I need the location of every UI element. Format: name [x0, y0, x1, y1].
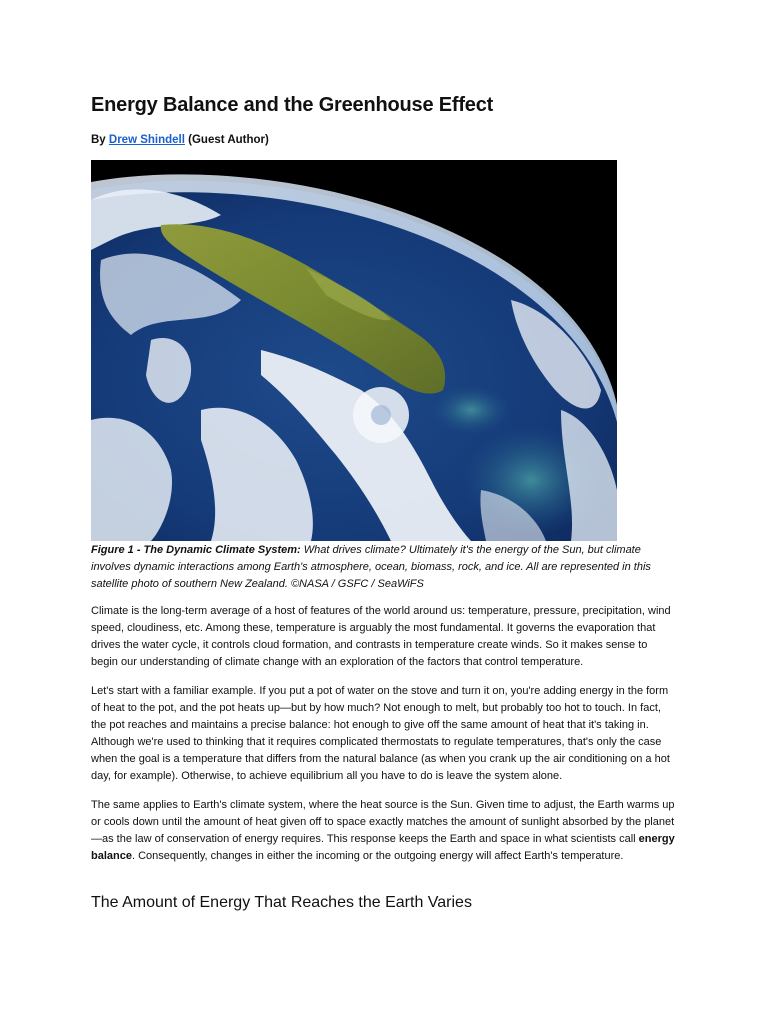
author-link[interactable]: Drew Shindell [108, 134, 185, 146]
paragraph: Let's start with a familiar example. If you put a pot of water on the stove and turn it on, you're adding energy in the form of heat to the pot, and the pot heats up—but by how much? Not enough to melt, but probably too hot to touch. In fact, the pot reaches and maintains a precise balance: hot enough to give off the same amount of heat that it's taking in. Although we're used to thinking that it requires complicated thermostats to regulate temperatures, that's only the case when the goal is a temperature that differs from the natural balance (as when you crank up the air conditioning on a hot day, for example). Otherwise, to achieve equilibrium all you have to do is leave the system alone. [91, 685, 670, 782]
paragraph: Climate is the long-term average of a host of features of the world around us: temperature, pressure, precipitation, wind speed, cloudiness, etc. Among these, temperature is arguably the most fundamental. It governs the evaporation that drives the water cycle, it controls cloud formation, and contrasts in temperature create winds. So it makes sense to begin our understanding of climate change with an exploration of the factors that control temperature. [91, 605, 671, 668]
paragraph-text: . Consequently, changes in either the incoming or the outgoing energy will affect Earth's temperature. [131, 850, 624, 862]
figure-caption [91, 542, 677, 593]
figure-caption-text: What drives climate? Ultimately it's the energy of the Sun, but climate involves dynamic interactions among Earth's atmosphere, ocean, biomass, rock, and ice. All are represented in this satellite photo of southern New Zealand. ©NASA / GSFC / SeaWiFS [91, 544, 651, 590]
article-title: Energy Balance and the Greenhouse Effect [91, 94, 494, 116]
figure-label: Figure 1 - The Dynamic Climate System: [91, 544, 301, 556]
byline-prefix: By [91, 134, 109, 146]
byline [91, 134, 269, 146]
byline-suffix: (Guest Author) [184, 134, 269, 146]
term-energy-balance: energy balance [91, 833, 675, 862]
satellite-photo [91, 160, 617, 541]
section-heading: The Amount of Energy That Reaches the Earth Varies [91, 894, 472, 911]
satellite-photo-image [91, 160, 617, 541]
paragraph-text: The same applies to Earth's climate system, where the heat source is the Sun. Given time to adjust, the Earth warms up or cools down until the amount of heat given off to space exactly matches the amount of sunlight absorbed by the planet—as the law of conservation of energy requires. This response keeps the Earth and space in what scientists call [91, 799, 675, 845]
paragraph [91, 797, 677, 865]
